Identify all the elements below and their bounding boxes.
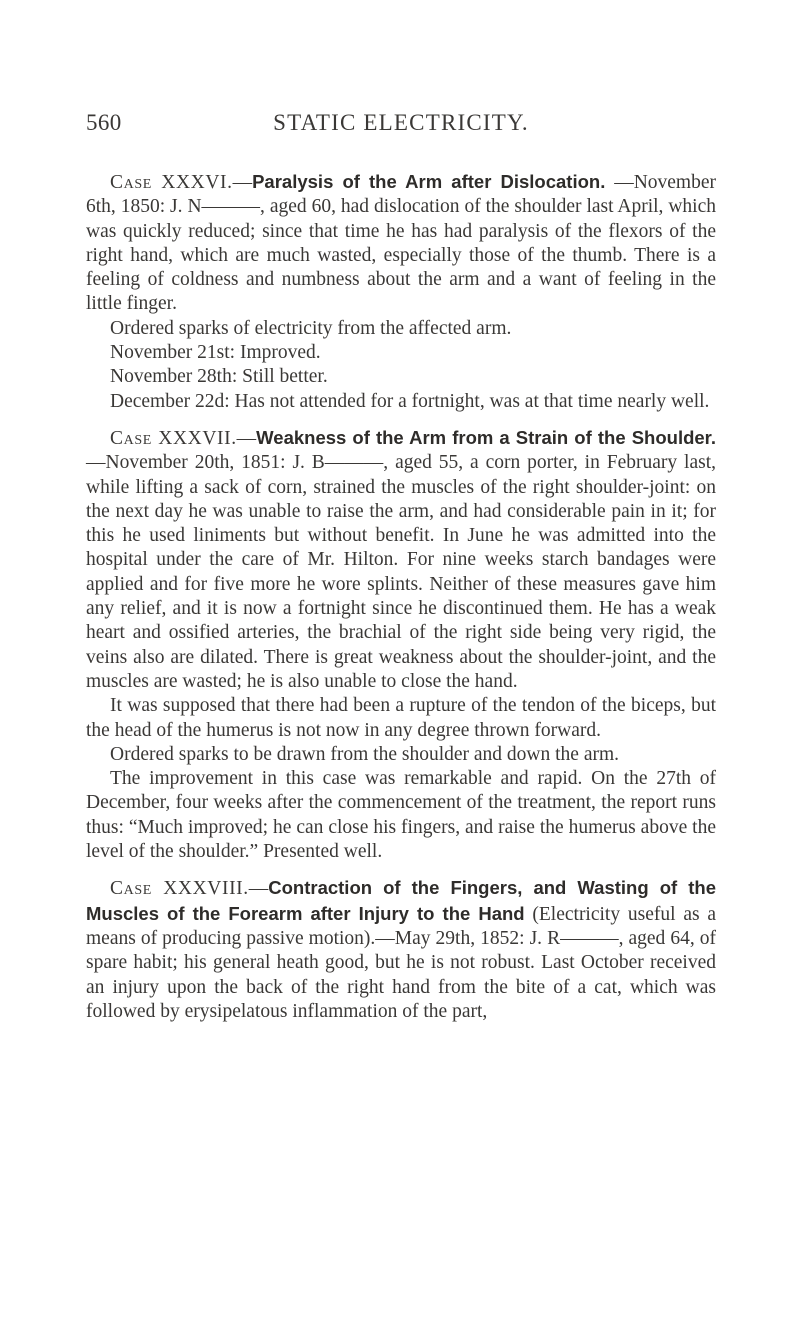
case-36-sep: — <box>232 172 253 193</box>
case-37-para-3: The improvement in this case was remarkable and rapid. On the 27th of December, four weeks after the commencement of the treatment, the report runs thus: “Much improved; he can close his fingers, and raise the humerus above the level of the shoulder.” Presented well. <box>86 768 716 863</box>
case-38-heading: Contraction of the Fingers, and Wasting of the Muscles of the Forearm after Injury to the Hand <box>86 877 716 924</box>
case-38-intro <box>86 876 716 1024</box>
case-38-label: Case XXXVIII. <box>110 878 249 900</box>
case-36-intro <box>86 170 716 317</box>
case-36-label: Case XXXVI. <box>110 172 233 193</box>
case-36-text: —November 6th, 1850: J. N———, aged 60, had dislocation of the shoulder last April, which was quickly reduced; since that time he has had paralysis of the flexors of the right hand, which are much wasted, especially those of the thumb. There is a feeling of coldness and numbness about the arm and a want of feeling in the little finger. <box>86 172 716 315</box>
case-37-heading: Weakness of the Arm from a Strain of the Shoulder. <box>256 426 716 448</box>
case-37-para-2: Ordered sparks to be drawn from the shoulder and down the arm. <box>110 743 620 765</box>
case-36-para-2: November 21st: Improved. <box>110 342 321 364</box>
running-title: STATIC ELECTRICITY. <box>273 110 529 135</box>
case-38-sep: — <box>248 878 269 900</box>
case-36-para-1: Ordered sparks of electricity from the affected arm. <box>110 317 512 339</box>
running-header <box>86 110 716 144</box>
case-36-heading: Paralysis of the Arm after Dislocation. <box>252 171 606 192</box>
case-37-label: Case XXXVII. <box>110 427 237 449</box>
body-text <box>86 170 716 1024</box>
case-37-para-1: It was supposed that there had been a rupture of the tendon of the biceps, but the head of the humerus is not now in any degree thrown forward. <box>86 695 716 741</box>
case-38-text: (Electricity useful as a means of producing passive motion).—May 29th, 1852: J. R———, aged 64, of spare habit; his general heath good, but he is not robust. Last October received an injury upon the back of the right hand from the bite of a cat, which was followed by erysipelatous inflammation of the part, <box>86 903 717 1022</box>
case-37-intro <box>86 426 716 694</box>
case-36-para-3: November 28th: Still better. <box>110 366 328 388</box>
case-36-para-4: December 22d: Has not attended for a fortnight, was at that time nearly well. <box>110 390 710 412</box>
case-37-sep: — <box>236 427 257 449</box>
case-37-text: —November 20th, 1851: J. B———, aged 55, a corn porter, in February last, while lifting a sack of corn, strained the muscles of the right shoulder-joint: on the next day he was unable to raise the arm, and had considerable pain in it; for this he used liniments but without benefit. In June he was admitted into the hospital under the care of Mr. Hilton. For nine weeks starch bandages were applied and for five more he wore splints. Neither of these measures gave him any relief, and it is now a fortnight since he discontinued them. He has a weak heart and ossified arteries, the brachial of the right side being very rigid, the veins also are dilated. There is great weakness about the shoulder-joint, and the muscles are wasted; he is also unable to close the hand. <box>86 452 716 692</box>
page-number: 560 <box>86 110 122 135</box>
